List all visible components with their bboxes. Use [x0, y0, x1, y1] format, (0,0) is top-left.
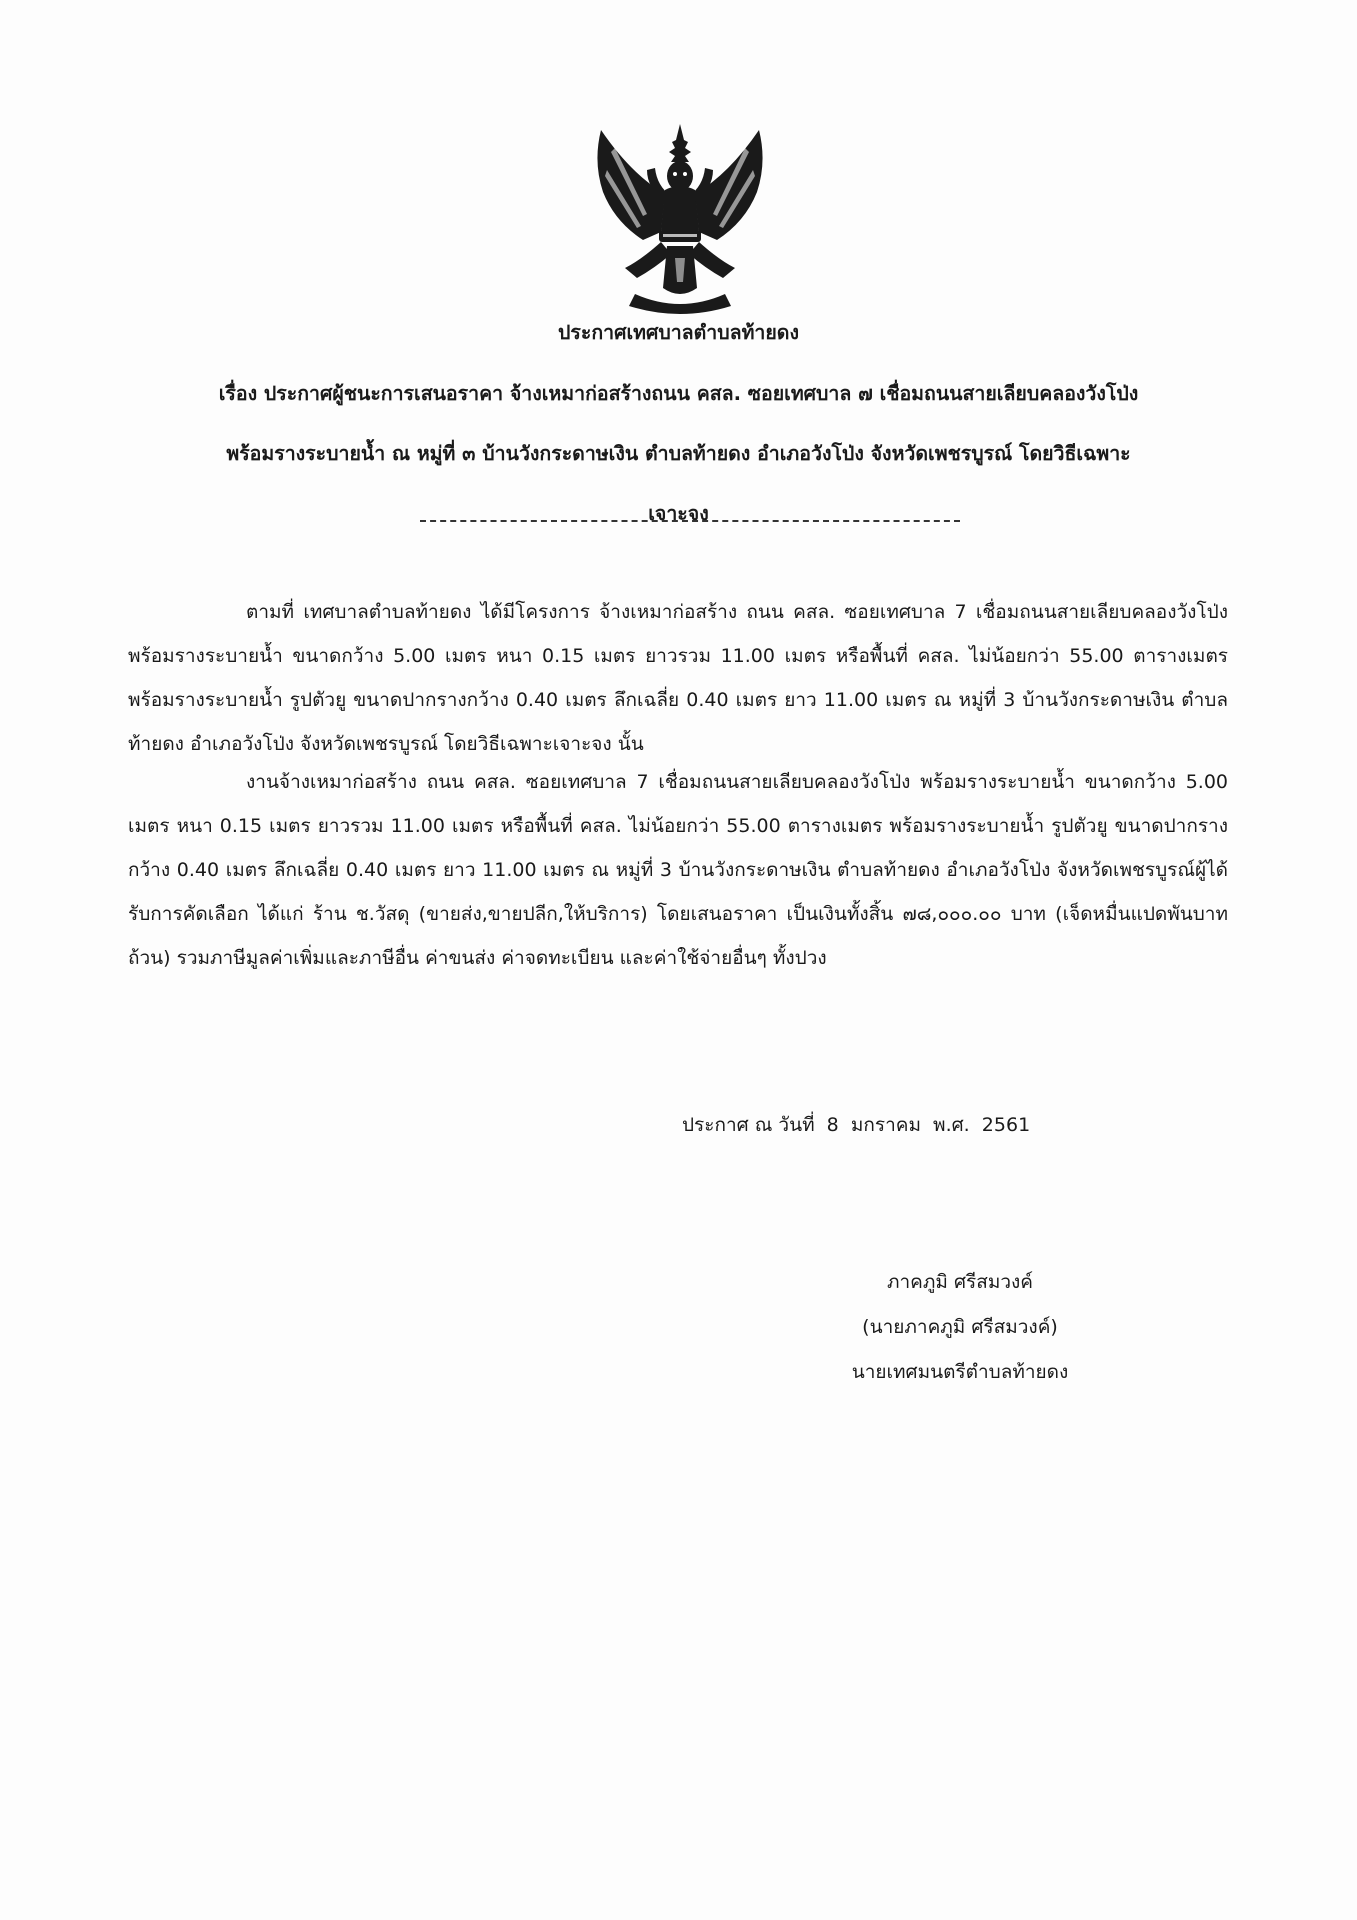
subject-line-3: เจาะจง — [648, 502, 709, 525]
signer-full-name: (นายภาคภูมิ ศรีสมวงค์) — [862, 1316, 1058, 1338]
body-paragraph-1: ตามที่ เทศบาลตำบลท้ายดง ได้มีโครงการ จ้างเหมาก่อสร้าง ถนน คสล. ซอยเทศบาล 7 เชื่อมถนนสายเลียบคลองวังโป่ง พร้อมรางระบายน้ำ ขนาดกว้าง 5.00 เมตร หนา 0.15 เมตร ยาวรวม 11.00 เมตร หรือพื้นที่ คสล. ไม่น้อยกว่า 55.00 ตารางเมตร พร้อมรางระบายน้ำ รูปตัวยู ขนาดปากรางกว้าง 0.40 เมตร ลึกเฉลี่ย 0.40 เมตร ยาว 11.00 เมตร ณ หมู่ที่ 3 บ้านวังกระดาษเงิน ตำบลท้ายดง อำเภอวังโป่ง จังหวัดเพชรบูรณ์ โดยวิธีเฉพาะเจาะจง นั้น — [128, 601, 1228, 755]
subject-line-1: เรื่อง ประกาศผู้ชนะการเสนอราคา จ้างเหมาก่อสร้างถนน คสล. ซอยเทศบาล ๗ เชื่อมถนนสายเลียบคลองวังโป่ง — [218, 382, 1139, 405]
announcement-title: ประกาศเทศบาลตำบลท้ายดง — [558, 321, 799, 344]
subject-line-2: พร้อมรางระบายน้ำ ณ หมู่ที่ ๓ บ้านวังกระดาษเงิน ตำบลท้ายดง อำเภอวังโป่ง จังหวัดเพชรบูรณ์ โดยวิธีเฉพาะ — [226, 442, 1131, 465]
body-paragraph-2: งานจ้างเหมาก่อสร้าง ถนน คสล. ซอยเทศบาล 7 เชื่อมถนนสายเลียบคลองวังโป่ง พร้อมรางระบายน้ำ ขนาดกว้าง 5.00 เมตร หนา 0.15 เมตร ยาวรวม 11.00 เมตร หรือพื้นที่ คสล. ไม่น้อยกว่า 55.00 ตารางเมตร พร้อมรางระบายน้ำ รูปตัวยู ขนาดปากรางกว้าง 0.40 เมตร ลึกเฉลี่ย 0.40 เมตร ยาว 11.00 เมตร ณ หมู่ที่ 3 บ้านวังกระดาษเงิน ตำบลท้ายดง อำเภอวังโป่ง จังหวัดเพชรบูรณ์ผู้ได้รับการคัดเลือก ได้แก่ ร้าน ช.วัสดุ (ขายส่ง,ขายปลีก,ให้บริการ) โดยเสนอราคา เป็นเงินทั้งสิ้น ๗๘,๐๐๐.๐๐ บาท (เจ็ดหมื่นแปดพันบาทถ้วน) รวมภาษีมูลค่าเพิ่มและภาษีอื่น ค่าขนส่ง ค่าจดทะเบียน และค่าใช้จ่ายอื่นๆ ทั้งปวง — [128, 771, 1228, 969]
subject-block — [120, 364, 1237, 544]
divider-line — [420, 520, 960, 522]
announcement-date: ประกาศ ณ วันที่ 8 มกราคม พ.ศ. 2561 — [682, 1114, 1031, 1136]
signer-position: นายเทศมนตรีตำบลท้ายดง — [851, 1361, 1069, 1383]
signed-name: ภาคภูมิ ศรีสมวงค์ — [886, 1271, 1034, 1293]
signature-block — [780, 1260, 1140, 1395]
garuda-emblem-icon — [585, 118, 775, 318]
